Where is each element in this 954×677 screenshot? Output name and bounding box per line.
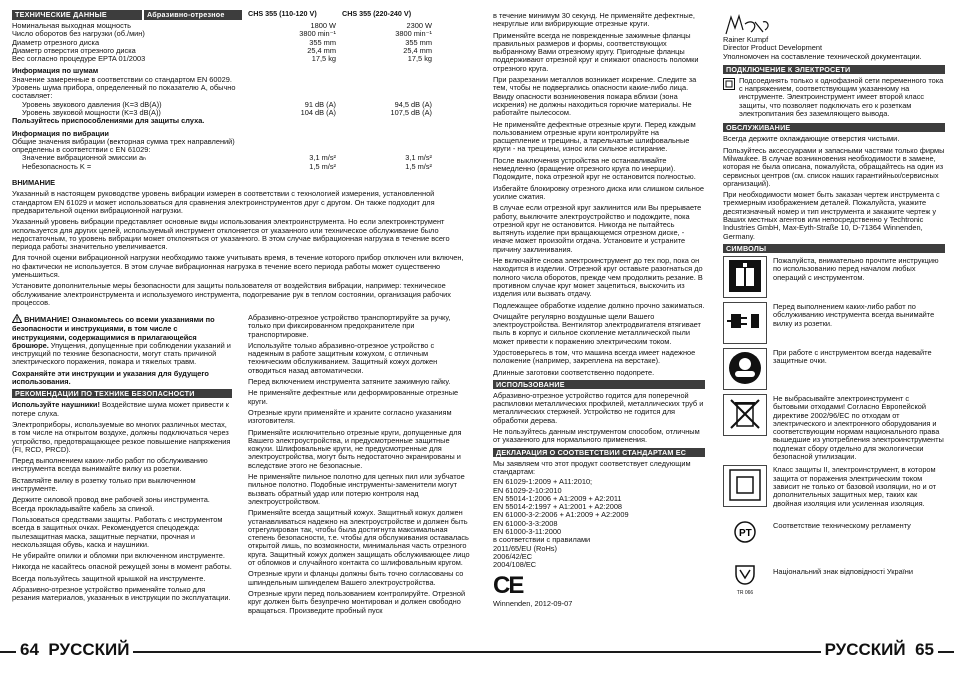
use-para: Не пользуйтесь данным инструментом способом, отличным от указанного для нормального применения.: [493, 427, 700, 445]
right-col-1: [493, 12, 705, 608]
safety-para-text: Не убирайте опилки и обломки при включенном инструменте.: [12, 551, 225, 561]
decl-text: Мы заявляем что этот продукт соответствует следующим стандартам:: [493, 458, 691, 476]
spec-value: 1800 W: [310, 22, 336, 30]
safety-para: [12, 516, 232, 549]
right-col-2: [723, 14, 945, 604]
page-right: [477, 0, 954, 677]
decl-line: EN 61029-1:2009 + A11:2010;: [493, 477, 593, 487]
spec-col1: CHS 355 (110-120 V): [248, 9, 317, 18]
body-para: Отрезные круги перед пользованием контролируйте. Отрезной круг должен быть безупречно монтирован и должен свободно вращаться. Произведите пробный пуск: [248, 588, 466, 615]
decl-line: EN 61029-2-10:2010: [493, 485, 562, 495]
safety-para-text: Всегда пользуйтесь защитной крышкой на инструменте.: [12, 573, 206, 583]
spec-row: [12, 55, 472, 63]
symbol-row: [723, 465, 945, 507]
body-para: Перед включением инструмента затяните зажимную гайку.: [248, 377, 451, 387]
body-para: Не применяйте пильное полотно для цепных пил или зубчатое пильное полотно. Подобные инструменты-заменители могут вызвать обратный удар или потерю контроля над электроустройством.: [248, 472, 465, 506]
service-title: ОБСЛУЖИВАНИЕ: [723, 123, 945, 132]
safety-para: [12, 552, 232, 560]
ce-mark: CE: [493, 571, 523, 599]
vib-title: Информация по вибрации: [12, 128, 109, 138]
decl-line: EN 61000-3-11:2000: [493, 527, 562, 537]
svg-text:PT: PT: [739, 527, 752, 539]
symbol-row: [723, 256, 945, 298]
use-title: ИСПОЛЬЗОВАНИЕ: [493, 380, 705, 389]
decl-line: EN 55014-2:1997 + A1:2001 + A2:2008: [493, 502, 623, 512]
read-manual-icon: [727, 258, 763, 296]
safety-para: [12, 457, 232, 474]
body-para: Применяйте всегда не поврежденные зажимные фланцы правильных размеров и формы, соответствующих выбранному Вами отрезному кругу. Пригодные фланцы поддерживают отрезной круг и снижают опасность поломки отрезного круга.: [493, 30, 699, 73]
decl-title: ДЕКЛАРАЦИЯ О СООТВЕТСТВИИ СТАНДАРТАМ ЕС: [493, 448, 705, 457]
spec-value: 25,4 mm: [403, 46, 432, 55]
spec-value: 2300 W: [406, 22, 432, 30]
vib-row: Небезопасность K = 1,5 m/s² 1,5 m/s²: [22, 162, 432, 171]
safety-paras: [12, 401, 232, 602]
decl-lines: [493, 478, 705, 569]
vib-text: Общие значения вибрации (векторная сумма трех направлений) определены в соответствии с EN 61029:: [12, 136, 235, 155]
body-para: Применяйте всегда защитный кожух. Защитный кожух должен устанавливаться надежно на электроустройстве и должен быть отрегулирован так, чтобы была достигнута максимальная степень безопасности, т.е. чтобы для обслуживания оставалась открытой лишь, по возможности, минимальная часть отрезного круга. Защитный кожух должен защищать обслуживающее лицо от обломков и случайного контакта со шлифовальным кругом.: [248, 508, 470, 568]
spec-label: Диаметр отрезного диска: [12, 38, 100, 47]
signature-icon: [723, 14, 945, 36]
page-number: РУССКИЙ 65: [821, 640, 938, 660]
body-para: Применяйте исключительно отрезные круги, допущенные для Вашего электроустройства, и предусмотренные защитные кожухи. Шлифовальные круги, не предусмотренные для электроустройства, могут быть недостаточно экранированы и вследствие этого не безопасные.: [248, 427, 462, 470]
attention-para: Указанный в настоящем руководстве уровень вибрации измерен в соответствии с технологией измерения, установленной стандартом EN 61029 и может использоваться для сравнения электроинструментов друг с другом. Он также подходит для предварительной оценки вибрационной нагрузки.: [12, 189, 435, 215]
class-ii-icon: [723, 78, 735, 121]
c1-paras: [493, 12, 705, 377]
symbol-row: [723, 512, 945, 554]
safety-para: [12, 586, 232, 603]
symbol-text: Класс защиты II, электроинструмент, в котором защита от поражения электрическим током зависит не только от базовой изоляции, но и от дополнительных защитных мер, таких как двойная изоляция или усиленная изоляция.: [773, 465, 937, 508]
symbol-text: Соответствие техническому регламенту: [773, 520, 911, 530]
spec-value: 17,5 kg: [311, 55, 336, 64]
decl-line: 2006/42/EC: [493, 551, 533, 561]
decl-line: EN 61000-3-3:2008: [493, 518, 558, 528]
spec-value: 3800 min⁻¹: [395, 30, 432, 39]
attention-title: ВНИМАНИЕ: [12, 178, 56, 188]
service-para: При необходимости может быть заказан чертеж инструмента с трехмерным изображением деталей. Пожалуйста, укажите десятизначный номер и тип инструмента и закажите чертеж у Ваших местных агентов или непосредственно у Techtronic Industries GmbH, Max-Eyth-Straße 10, D-71364 Winnenden, Germany.: [723, 190, 940, 241]
power-block: Подсоединять только к однофазной сети переменного тока с напряжением, соответствующим указанному на инструменте. Электроинструмент имеет второй класс защиты, что позволяет подключать его к розеткам электропитания без заземляющего вывода.: [723, 77, 945, 121]
safety-para-text: Держите силовой провод вне рабочей зоны инструмента. Всегда прокладывайте кабель за спиной.: [12, 495, 210, 513]
body-para: Отрезные круги применяйте и храните согласно указаниям изготовителя.: [248, 407, 452, 426]
spec-value: 355 mm: [405, 38, 432, 47]
decl-line: 2004/108/EC: [493, 560, 537, 570]
body-para: Не применяйте дефектные или деформированные отрезные круги.: [248, 388, 459, 406]
spec-value: 3800 min⁻¹: [299, 30, 336, 39]
safety-para: [12, 477, 232, 494]
decl-line: EN 61000-3-2:2006 + A1:2009 + A2:2009: [493, 510, 629, 520]
safety-para-bold: Используйте наушники!: [12, 400, 100, 410]
use-para: Абразивно-отрезное устройство годится для поперечной распиловки металлических профилей, металлических труб и металлических стержней. Устройство не годится для обработки дерева.: [493, 390, 704, 425]
spec-label: Номинальная выходная мощность: [12, 22, 132, 30]
body-para: Очищайте регулярно воздушные щели Вашего электроустройства. Вентилятор электродвигателя втягивает пыль в корпус и сильное скопление металлической пыли может привести к поражению электрическим током.: [493, 311, 701, 346]
attention-para: Для точной оценки вибрационной нагрузки необходимо также учитывать время, в течение которого прибор отключен или включен, но фактически не используется. В этом случае вибрационная нагрузка в течение всего периода работы может существенно уменьшиться.: [12, 253, 464, 280]
body-para: Не применяйте дефектные отрезные круги. Перед каждым пользованием отрезные круги контролируйте на расщепление и трещины, а тарельчатые шлифовальные круги - на трещины, износ или сильное истирание.: [493, 119, 696, 154]
signer-auth: Уполномочен на составление технической документации.: [723, 51, 922, 61]
service-para: Всегда держите охлаждающие отверстия чистыми.: [723, 134, 900, 144]
noise-warning: Пользуйтесь приспособлениями для защиты слуха.: [12, 116, 205, 126]
technical-data: [12, 10, 472, 310]
service-para: Пользуйтесь аксессуарами и запасными частями только фирмы Milwaukee. В случае возникновения необходимости в замене, которая не была описана, пожалуйста, обращайтесь на один из сервисных центров (см. список наших гарантийных/сервисных организаций).: [723, 145, 945, 188]
symbol-box: [723, 512, 767, 554]
keep-instructions: Сохраняйте эти инструкции и указания для будущего использования.: [12, 368, 209, 387]
symbol-row: [723, 558, 945, 600]
class-ii-icon: [728, 468, 762, 504]
safety-para-text: Никогда не касайтесь опасной режущей зоны в момент работы.: [12, 562, 232, 572]
attention-para: Указанный уровень вибрации представляет основные виды использования электроинструмента. Но если электроинструмент используется для других целей, используемый инструмент отклоняется от указанного или техническое обслуживание было недостаточным, то уровень вибрации может отклоняться от указанного. В этом случае вибрационная нагрузка в течение всего периода работы значительно увеличивается.: [12, 217, 450, 252]
symbol-text: Не выбрасывайте электроинструмент с бытовыми отходами! Согласно Европейской директиве 2002/96/ЕС по отходам от электрического и электронного оборудования и соответствующим нормам национального права вышедшие из употребления электроинструменты подлежат сбору отдельно для экологически безопасной утилизации.: [773, 393, 944, 462]
body-para: Удостоверьтесь в том, что машина всегда имеет надежное положение (например, закреплена на верстаке).: [493, 347, 696, 366]
spec-col0: Абразивно-отрезное: [144, 10, 242, 20]
spec-label: Вес согласно процедуре EPTA 01/2003: [12, 55, 146, 64]
body-para: в течение минимум 30 секунд. Не применяйте дефектные, некруглые или вибрирующие отрезные круги.: [493, 11, 695, 29]
safety-para-text: Пользоваться средствами защиты. Работать с инструментом всегда в защитных очках. Рекомендуется спецодежда: пылезащитная маска, защитные перчатки, прочная и нескользящая обувь, каска и наушники.: [12, 514, 223, 549]
noise-text: Значение замеренные в соответствии со стандартом EN 60029. Уровень шума прибора, определенный по показателю А, обычно составляет:: [12, 74, 236, 101]
spec-label: Число оборотов без нагрузки (об./мин): [12, 30, 145, 39]
spec-rows: [12, 22, 472, 63]
body-para: Длинные заготовки соответственно подопрете.: [493, 367, 655, 377]
spec-value: 25,4 mm: [307, 46, 336, 55]
safety-para: [12, 575, 232, 583]
spec-row: [12, 39, 472, 47]
body-para: Подлежащее обработке изделие должно прочно зажиматься.: [493, 300, 705, 310]
noise-row: Уровень звукового давления (K=3 dB(A)) 91 dB (A) 94,5 dB (A): [22, 100, 432, 109]
attention-para: Установите дополнительные меры безопасности для защиты пользователя от воздействия вибрации, например: техническое обслуживание электроинструмента и используемого инструмента, подогревание рук в теплом состоянии, организация рабочих процессов.: [12, 281, 451, 307]
noise-title: Информация по шумам: [12, 66, 99, 76]
safety-para-text: Вставляйте вилку в розетку только при выключенном инструменте.: [12, 475, 196, 494]
symbol-box: [723, 465, 767, 507]
footer-left: [0, 640, 477, 677]
body-para: Избегайте блокировку отрезного диска или слишком сильное усилие сжатия.: [493, 183, 704, 201]
mid-paras: [248, 314, 470, 615]
symbol-box: [723, 394, 767, 436]
symbols-title: СИМВОЛЫ: [723, 244, 945, 253]
safety-para: [12, 563, 232, 571]
use-paras: [493, 392, 705, 445]
place-date: Winnenden, 2012-09-07: [493, 598, 573, 608]
gost-r-icon: [731, 521, 759, 545]
safety-goggles-icon: [727, 350, 763, 388]
body-para: После выключения устройства не останавливайте немедленно (вращение отрезного круга по инерции). Подождите, пока отрезной круг не остановится полностью.: [493, 155, 696, 182]
safety-para: [12, 496, 232, 513]
decl-line: EN 55014-1:2006 + A1:2009 + A2:2011: [493, 493, 622, 503]
noise-row: Уровень звуковой мощности (K=3 dB(A)) 104 dB (A) 107,5 dB (A): [22, 108, 432, 117]
warning-block: ВНИМАНИЕ! Ознакомьтесь со всеми указаниями по безопасности и инструкциями, в том числе с инструкциями, содержащимися в прилагающейся брошюре. Упущения, допущенные при соблюдении указаний и инструкций по технике безопасности, могут стать причиной электрического поражения, пожара и тяжелых травм.: [12, 315, 231, 367]
body-para: В случае если отрезной круг заклинится или Вы прерываете работу, выключите электроустройство и подождите, пока отрезной круг не остановится. Никогда не пытайтесь вытянуть изделие при вращающемся отрезном диске, - иначе может произойти отдача. Установите и устраните причину заклинивания.: [493, 203, 702, 254]
symbol-row: [723, 302, 945, 344]
symbol-row: [723, 394, 945, 461]
unplug-icon: [727, 304, 763, 342]
symbol-box: [723, 256, 767, 298]
ukraine-mark-icon: [732, 562, 758, 590]
symbol-row: [723, 348, 945, 390]
symbol-text: Пожалуйста, внимательно прочтите инструкцию по использованию перед началом любых операций с инструментом.: [773, 255, 939, 282]
footer-right: [477, 640, 954, 677]
spec-row: [12, 22, 472, 30]
vib-row: Значение вибрационной эмиссии aₕ 3,1 m/s² 3,1 m/s²: [22, 154, 432, 163]
weee-bin-icon: [727, 396, 763, 434]
decl-line: в соответствии с правилами: [493, 535, 591, 545]
body-para: При разрезании металлов возникает искрение. Следите за тем, чтобы не подвергались опасности какие-либо лица. Ввиду опасности возникновения пожара вблизи (зона искрения) не должны находиться горючие материалы. Не работайте пылесосом.: [493, 75, 697, 118]
symbol-box: [723, 348, 767, 390]
symbol-box: [723, 558, 767, 600]
signer-title: Director Product Development: [723, 43, 822, 53]
page-number: 64 РУССКИЙ: [16, 640, 133, 660]
safety-para-text: Воздействие шума может привести к потере слуха.: [12, 400, 229, 418]
spec-value: 355 mm: [309, 38, 336, 47]
body-para: Используйте только абразивно-отрезное устройство с надежным в работе защитным кожухом, с отличным техническим обслуживанием. Защитный кожух должен отводиться назад автоматически.: [248, 340, 438, 375]
symbol-box: [723, 302, 767, 344]
safety-para-text: Электроприборы, используемые во многих различных местах, в том числе на открытом воздухе, должны подключаться через устройство, предотвращающее резкое повышение напряжения (FI, RCD, PRCD).: [12, 419, 231, 454]
body-para: Отрезные круги и фланцы должны быть точно согласованы со шпиндельным шпинделем Вашего электроустройства.: [248, 569, 464, 587]
symbol-text: Перед выполнением каких-либо работ по обслуживанию инструмента всегда вынимайте вилку из розетки.: [773, 301, 935, 328]
safety-para: [12, 401, 232, 418]
spec-row: [12, 47, 472, 55]
spec-row: [12, 30, 472, 38]
spec-col2: CHS 355 (220-240 V): [342, 9, 412, 18]
decl-line: 2011/65/EU (RoHs): [493, 543, 557, 553]
left-col-1: [12, 314, 232, 606]
signer-name: Rainer Kumpf: [723, 35, 769, 44]
power-title: ПОДКЛЮЧЕНИЕ К ЭЛЕКТРОСЕТИ: [723, 65, 945, 74]
symbol-text: Національний знак відповідності України: [773, 566, 913, 576]
spec-title: ТЕХНИЧЕСКИЕ ДАННЫЕ: [12, 10, 142, 20]
symbol-text: При работе с инструментом всегда надевайте защитные очки.: [773, 347, 932, 366]
safety-para-text: Перед выполнением каких-либо работ по обслуживанию инструмента всегда вынимайте вилку из розетки.: [12, 456, 208, 474]
ua-code: TR 066: [736, 589, 754, 596]
left-col-2: [248, 314, 470, 618]
body-para: Не включайте снова электроинструмент до тех пор, пока он находится в изделии. Отрезной круг оставьте разогнаться до полного числа оборотов, прежде чем продолжить резание. В противном случае круг может зацепиться, выскочить из изделия или вызвать отдачу.: [493, 256, 703, 299]
service-paras: [723, 135, 945, 241]
spec-value: 17,5 kg: [407, 55, 432, 64]
safety-title: РЕКОМЕНДАЦИИ ПО ТЕХНИКЕ БЕЗОПАСНОСТИ: [12, 389, 232, 398]
safety-para: [12, 421, 232, 454]
spec-label: Диаметр отверстия отрезного диска: [12, 46, 136, 55]
body-para: Абразивно-отрезное устройство транспортируйте за ручку, только при фиксированном предохранителе при транспортировке.: [248, 313, 451, 339]
symbols-list: [723, 256, 945, 600]
safety-para-text: Абразивно-отрезное устройство применяйте только для резания материалов, указанных в инструкции по эксплуатации.: [12, 585, 231, 603]
